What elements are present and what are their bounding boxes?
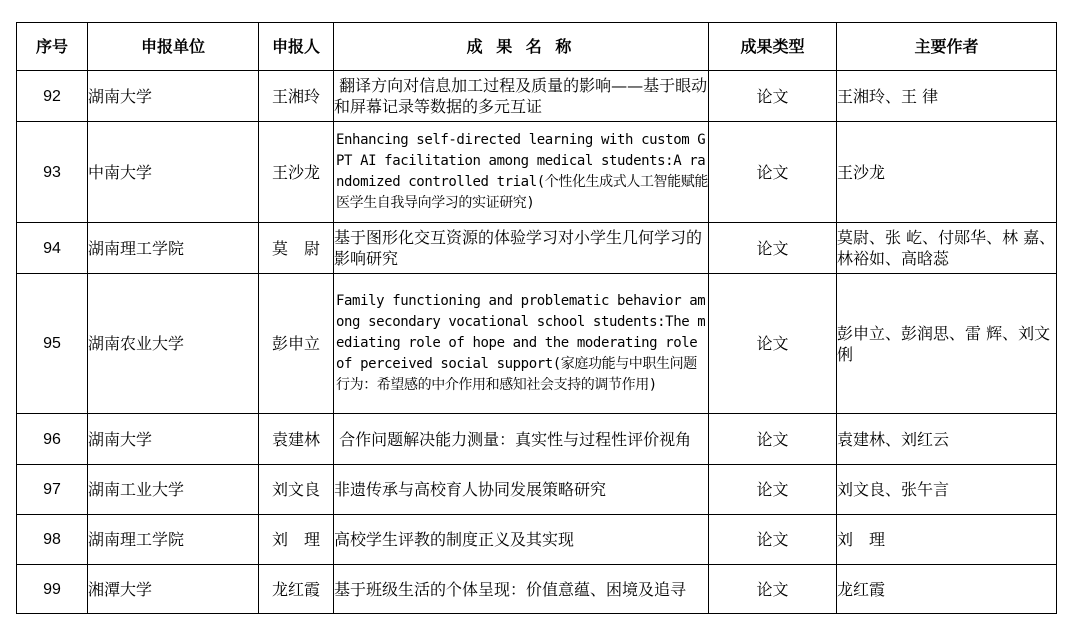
row-title-text: 非遗传承与高校育人协同发展策略研究	[334, 480, 607, 499]
header-applicant: 申报人	[259, 23, 334, 71]
row-type: 论文	[709, 274, 837, 414]
row-applicant: 王沙龙	[259, 122, 334, 223]
row-title	[334, 465, 709, 515]
row-applicant: 王湘玲	[259, 71, 334, 122]
row-unit: 中南大学	[88, 122, 259, 223]
row-type: 论文	[709, 465, 837, 515]
row-unit: 湖南理工学院	[88, 223, 259, 274]
row-type: 论文	[709, 515, 837, 565]
row-unit: 湖南大学	[88, 71, 259, 122]
row-title-text: 高校学生评教的制度正义及其实现	[334, 530, 575, 549]
row-authors: 彭申立、彭润思、雷 辉、刘文俐	[837, 274, 1057, 414]
table-row	[17, 223, 1057, 274]
row-title-text: 基于班级生活的个体呈现：价值意蕴、困境及追寻	[334, 579, 687, 599]
table-row	[17, 122, 1057, 223]
row-applicant: 刘文良	[259, 465, 334, 515]
table-row	[17, 515, 1057, 565]
row-no: 96	[17, 414, 88, 465]
row-title-text: Family functioning and problematic behavior among secondary vocational school students:The mediating role of hope and the moderating role of perceived social support(家庭功能与中职生问题行为：希望感的中介作用和感知社会支持的调节作用)	[336, 293, 706, 393]
row-title	[334, 71, 709, 122]
row-unit: 湘潭大学	[88, 565, 259, 614]
row-no: 97	[17, 465, 88, 515]
row-title-text: 合作问题解决能力测量：真实性与过程性评价视角	[334, 429, 692, 449]
row-title	[334, 515, 709, 565]
row-applicant: 彭申立	[259, 274, 334, 414]
header-authors: 主要作者	[837, 23, 1057, 71]
row-no: 98	[17, 515, 88, 565]
row-title-text: 基于图形化交互资源的体验学习对小学生几何学习的影响研究	[334, 228, 703, 268]
row-title	[334, 414, 709, 465]
row-type: 论文	[709, 223, 837, 274]
row-unit: 湖南农业大学	[88, 274, 259, 414]
header-no: 序号	[17, 23, 88, 71]
row-authors: 莫尉、张 屹、付郧华、林 嘉、林裕如、高晗蕊	[837, 223, 1057, 274]
row-applicant: 龙红霞	[259, 565, 334, 614]
row-title	[334, 565, 709, 614]
row-title	[334, 274, 709, 414]
row-authors: 王湘玲、王 律	[837, 71, 1057, 122]
header-title: 成 果 名 称	[334, 23, 709, 71]
row-title	[334, 122, 709, 223]
row-title-text: Enhancing self-directed learning with custom GPT AI facilitation among medical students:A randomized controlled trial(个性化生成式人工智能赋能医学生自我导向学习的实证研究)	[336, 132, 708, 211]
row-type: 论文	[709, 565, 837, 614]
row-no: 95	[17, 274, 88, 414]
row-no: 93	[17, 122, 88, 223]
row-type: 论文	[709, 414, 837, 465]
row-type: 论文	[709, 71, 837, 122]
row-authors: 王沙龙	[837, 122, 1057, 223]
row-title	[334, 223, 709, 274]
row-authors: 刘文良、张午言	[837, 465, 1057, 515]
header-type: 成果类型	[709, 23, 837, 71]
row-applicant: 袁建林	[259, 414, 334, 465]
row-no: 92	[17, 71, 88, 122]
row-applicant: 刘 理	[259, 515, 334, 565]
header-unit: 申报单位	[88, 23, 259, 71]
row-type: 论文	[709, 122, 837, 223]
table-row	[17, 71, 1057, 122]
table-row	[17, 565, 1057, 614]
row-authors: 袁建林、刘红云	[837, 414, 1057, 465]
table-row	[17, 414, 1057, 465]
table-row	[17, 465, 1057, 515]
header-row	[17, 23, 1057, 71]
awards-table	[16, 22, 1057, 614]
row-authors: 龙红霞	[837, 565, 1057, 614]
row-applicant: 莫 尉	[259, 223, 334, 274]
row-authors: 刘 理	[837, 515, 1057, 565]
row-title-text: 翻译方向对信息加工过程及质量的影响——基于眼动和屏幕记录等数据的多元互证	[334, 76, 708, 116]
row-no: 99	[17, 565, 88, 614]
row-unit: 湖南工业大学	[88, 465, 259, 515]
row-unit: 湖南大学	[88, 414, 259, 465]
row-unit: 湖南理工学院	[88, 515, 259, 565]
table-row	[17, 274, 1057, 414]
row-no: 94	[17, 223, 88, 274]
